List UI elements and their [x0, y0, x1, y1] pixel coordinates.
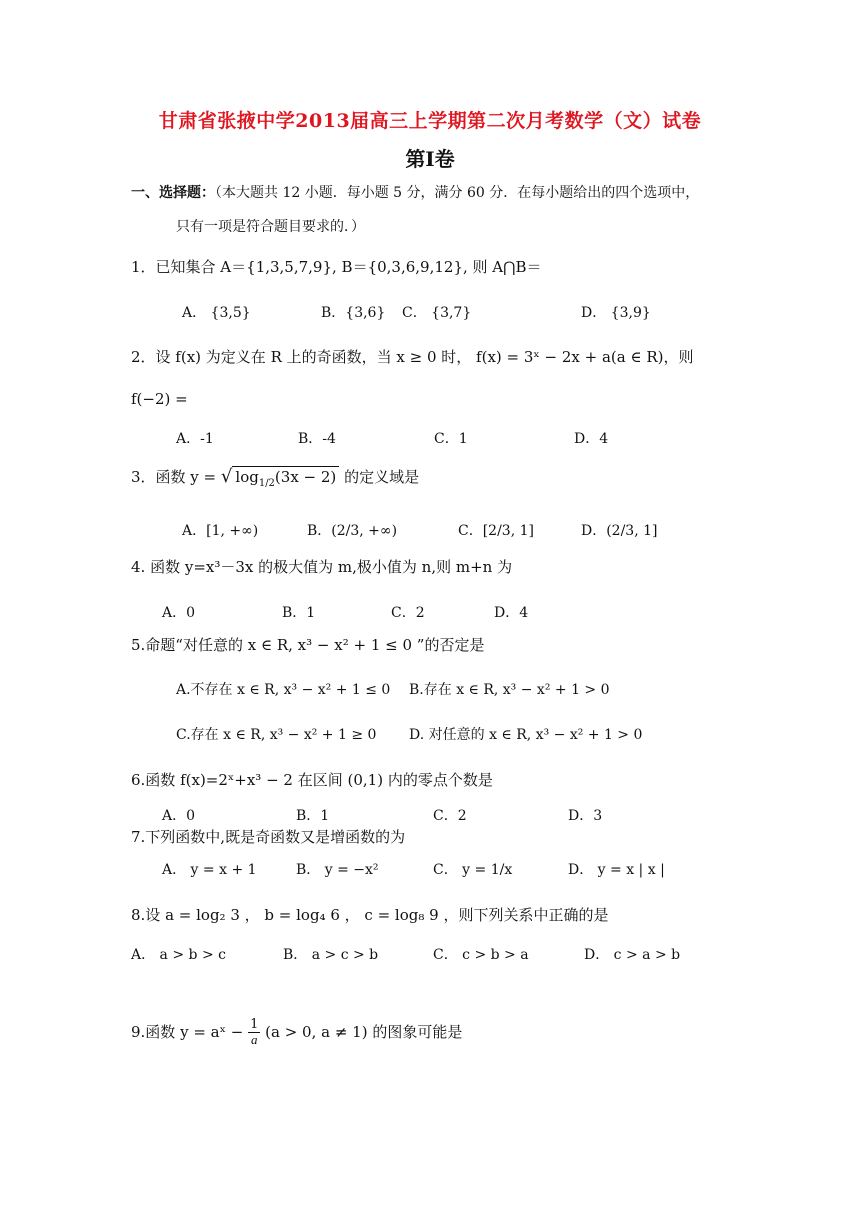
q3-option-d: D．(2/3, 1]	[581, 523, 658, 539]
q3-radicand: $\log_{1/2}(3x - 2)$	[232, 466, 339, 489]
q9-stem-suffix: (a > 0, a ≠ 1) 的图象可能是	[265, 1022, 463, 1041]
q8-stem: 8.设 a = log₂ 3 ， b = log₄ 6 ， c = log₈ 9 ，则下列关系中正确的是	[131, 906, 609, 924]
q2-stem-line-1: 2．设 f(x) 为定义在 R 上的奇函数，当 x ≥ 0 时， f(x) = 3ˣ − 2x + a(a ∈ R)，则	[131, 348, 694, 366]
q3-stem-prefix: 3．函数 y =	[131, 468, 217, 486]
q3-stem	[131, 466, 419, 489]
q3-stem-suffix: 的定义域是	[344, 468, 420, 486]
section-line-2: 只有一项是符合题目要求的．）	[176, 219, 365, 235]
q7-option-c: C． y = 1/x	[433, 862, 513, 878]
q9-stem	[131, 1018, 462, 1048]
q5-option-d: D. 对任意的 x ∈ R, x³ − x² + 1 > 0	[409, 727, 643, 743]
q5-stem: 5.命题“对任意的 x ∈ R, x³ − x² + 1 ≤ 0 ”的否定是	[131, 636, 485, 654]
q7-stem: 7.下列函数中,既是奇函数又是增函数的为	[131, 828, 406, 846]
q8-option-b: B． a > c > b	[283, 947, 379, 963]
q5-option-c: C.存在 x ∈ R, x³ − x² + 1 ≥ 0	[176, 727, 377, 743]
q2-option-d: D．4	[574, 431, 609, 447]
q4-stem: 4. 函数 y=x³－3x 的极大值为 m,极小值为 n,则 m+n 为	[131, 558, 513, 576]
q4-option-a: A．0	[162, 605, 196, 621]
exam-title: 甘肃省张掖中学2013届高三上学期第二次月考数学（文）试卷	[158, 110, 702, 132]
q7-option-b: B． y = −x²	[296, 862, 379, 878]
q3-option-a: A．[1, +∞)	[182, 523, 259, 539]
q1-option-c: C． {3,7}	[402, 305, 472, 321]
q4-option-c: C．2	[391, 605, 425, 621]
q1-option-b: B．{3,6}	[321, 305, 386, 321]
sqrt-icon: √	[220, 466, 233, 487]
q9-frac-numerator: 1	[250, 1017, 259, 1032]
q7-option-d: D． y = x | x |	[568, 862, 665, 878]
q3-log-arg: (3x − 2)	[274, 468, 337, 486]
q4-option-d: D．4	[494, 605, 529, 621]
q3-option-b: B．(2/3, +∞)	[307, 523, 398, 539]
q7-option-a: A． y = x + 1	[162, 862, 257, 878]
q6-stem: 6.函数 f(x)=2ˣ+x³ − 2 在区间 (0,1) 内的零点个数是	[131, 771, 493, 789]
q1-option-a: A． {3,5}	[182, 305, 251, 321]
q2-option-a: A．-1	[176, 431, 214, 447]
q8-option-c: C． c > b > a	[433, 947, 529, 963]
q6-option-b: B．1	[296, 808, 330, 824]
q9-fraction	[248, 1018, 260, 1048]
section-line-1: （本大题共 12 小题．每小题 5 分，满分 60 分．在每小题给出的四个选项中，	[215, 185, 700, 201]
q8-option-d: D． c > a > b	[584, 947, 681, 963]
q2-option-c: C．1	[434, 431, 468, 447]
q6-option-a: A．0	[162, 808, 196, 824]
q6-option-c: C．2	[433, 808, 467, 824]
q1-stem: 1．已知集合 A＝{1,3,5,7,9}, B＝{0,3,6,9,12}, 则 A⋂B＝	[131, 258, 542, 276]
q9-frac-denominator: a	[250, 1032, 258, 1048]
section-head: 一、选择题：	[131, 185, 215, 201]
q2-option-b: B．-4	[298, 431, 336, 447]
q3-option-c: C．[2/3, 1]	[458, 523, 534, 539]
q4-option-b: B．1	[282, 605, 316, 621]
volume-heading: 第Ⅰ卷	[405, 147, 455, 171]
q3-log-base: 1/2	[258, 478, 275, 489]
q1-option-d: D． {3,9}	[581, 305, 651, 321]
q8-option-a: A． a > b > c	[131, 947, 226, 963]
q9-stem-prefix: 9.函数 y = aˣ −	[131, 1022, 244, 1041]
q5-option-b: B.存在 x ∈ R, x³ − x² + 1 > 0	[409, 682, 610, 698]
q2-stem-line-2: f(−2) =	[131, 390, 188, 408]
q6-option-d: D．3	[568, 808, 603, 824]
q5-option-a: A.不存在 x ∈ R, x³ − x² + 1 ≤ 0	[176, 682, 391, 698]
section-instructions	[131, 182, 699, 202]
